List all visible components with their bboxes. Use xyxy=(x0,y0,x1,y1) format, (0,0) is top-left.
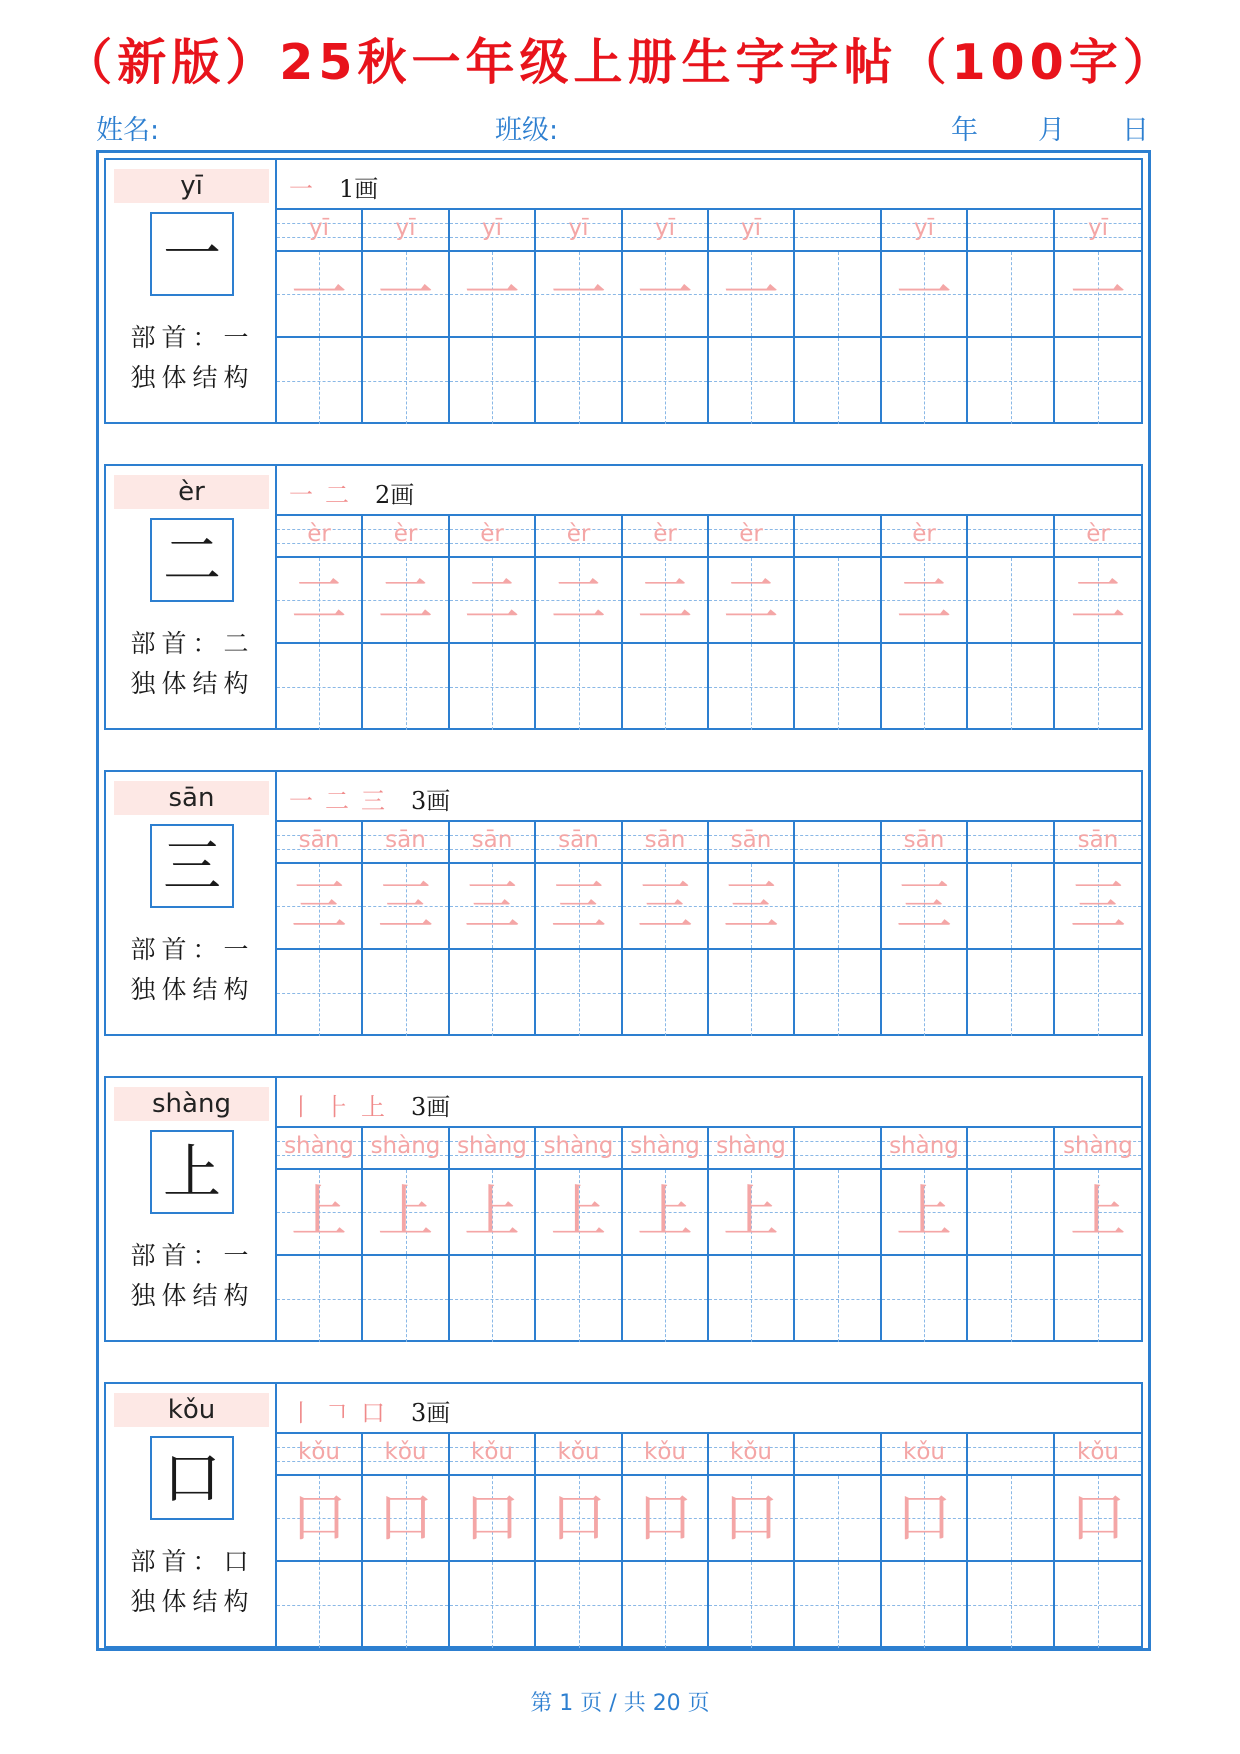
character-trace: 二 xyxy=(1070,568,1126,633)
blank-writing-cell[interactable] xyxy=(709,1562,795,1648)
month-label: 月 xyxy=(1038,115,1065,146)
trace-character-cell[interactable] xyxy=(536,558,623,644)
character-section xyxy=(104,770,1143,1036)
pinyin-trace: yī xyxy=(568,215,589,241)
blank-writing-cell[interactable] xyxy=(882,1562,968,1648)
blank-writing-cell[interactable] xyxy=(623,1256,709,1342)
blank-writing-cell[interactable] xyxy=(536,338,623,424)
pinyin-practice-cell[interactable] xyxy=(795,1434,882,1476)
blank-writing-cell[interactable] xyxy=(536,644,623,730)
pinyin-practice-cell[interactable] xyxy=(450,1128,536,1170)
character-trace: 二 xyxy=(464,568,520,633)
trace-character-cell[interactable] xyxy=(363,864,450,950)
stroke-step: 𠃍 xyxy=(325,1399,349,1427)
blank-writing-cell[interactable] xyxy=(882,644,968,730)
pinyin-trace: kǒu xyxy=(1077,1439,1119,1465)
stroke-step: 上 xyxy=(361,1093,385,1121)
pinyin-practice-cell[interactable] xyxy=(623,1434,709,1476)
character-info-panel xyxy=(104,1382,277,1648)
pinyin-practice-cell[interactable] xyxy=(968,1434,1055,1476)
blank-writing-cell[interactable] xyxy=(277,1256,363,1342)
pinyin-practice-cell[interactable] xyxy=(623,822,709,864)
pinyin-trace: yī xyxy=(308,215,329,241)
stroke-step: 二 xyxy=(325,787,349,815)
blank-writing-cell[interactable] xyxy=(1055,1256,1141,1342)
stroke-step: 一 xyxy=(289,481,313,509)
pinyin-trace: yī xyxy=(481,215,502,241)
pinyin-practice-cell[interactable] xyxy=(450,822,536,864)
pinyin-practice-cell[interactable] xyxy=(450,516,536,558)
character-info-panel xyxy=(104,464,277,730)
trace-character-cell[interactable] xyxy=(1055,1476,1141,1562)
blank-writing-cell[interactable] xyxy=(795,950,882,1036)
pinyin-practice-cell[interactable] xyxy=(1055,210,1141,252)
stroke-count: 3画 xyxy=(411,1093,451,1121)
pinyin-trace: shàng xyxy=(543,1133,614,1159)
trace-character-cell[interactable] xyxy=(623,864,709,950)
pinyin-practice-cell[interactable] xyxy=(882,210,968,252)
blank-writing-cell[interactable] xyxy=(623,950,709,1036)
pinyin-trace: yī xyxy=(1087,215,1108,241)
trace-character-cell[interactable] xyxy=(709,558,795,644)
character-trace: 三 xyxy=(1070,874,1126,939)
pinyin-trace: yī xyxy=(740,215,761,241)
pinyin-trace: èr xyxy=(307,521,331,547)
character-trace: 口 xyxy=(637,1486,693,1551)
character-trace: 一 xyxy=(291,262,347,327)
trace-character-cell[interactable] xyxy=(623,252,709,338)
blank-writing-cell[interactable] xyxy=(1055,338,1141,424)
blank-writing-cell[interactable] xyxy=(450,950,536,1036)
practice-grid-panel xyxy=(277,1382,1143,1648)
pinyin-practice-cell[interactable] xyxy=(277,210,363,252)
pinyin-practice-cell[interactable] xyxy=(709,516,795,558)
stroke-order-row xyxy=(277,1078,1141,1128)
character-trace: 三 xyxy=(377,874,434,939)
trace-character-cell[interactable] xyxy=(536,864,623,950)
trace-character-cell[interactable] xyxy=(1055,558,1141,644)
character-section xyxy=(104,464,1143,730)
pinyin-trace: yī xyxy=(395,215,416,241)
pinyin-practice-cell[interactable] xyxy=(968,1128,1055,1170)
trace-character-cell[interactable] xyxy=(709,252,795,338)
character-trace: 上 xyxy=(896,1180,952,1245)
year-label: 年 xyxy=(951,115,978,146)
character-section xyxy=(104,158,1143,424)
trace-character-cell[interactable] xyxy=(623,1476,709,1562)
stroke-order-row xyxy=(277,466,1141,516)
blank-writing-cell[interactable] xyxy=(795,338,882,424)
blank-writing-cell[interactable] xyxy=(882,338,968,424)
pinyin-practice-cell[interactable] xyxy=(882,516,968,558)
pinyin-practice-cell[interactable] xyxy=(1055,1128,1141,1170)
pinyin-trace: yī xyxy=(654,215,675,241)
character-trace: 上 xyxy=(377,1180,434,1245)
pinyin-practice-cell[interactable] xyxy=(536,1128,623,1170)
practice-grid-panel xyxy=(277,770,1143,1036)
trace-character-cell[interactable] xyxy=(709,1476,795,1562)
trace-character-cell[interactable] xyxy=(536,1170,623,1256)
pinyin-practice-cell[interactable] xyxy=(795,210,882,252)
character-trace: 上 xyxy=(1070,1180,1126,1245)
pinyin-trace: kǒu xyxy=(471,1439,513,1465)
pinyin-practice-cell[interactable] xyxy=(623,516,709,558)
practice-grid-panel xyxy=(277,1076,1143,1342)
trace-character-cell[interactable] xyxy=(968,1170,1055,1256)
model-character: 二 xyxy=(150,518,234,602)
pinyin-practice-cell[interactable] xyxy=(795,1128,882,1170)
pinyin-trace: kǒu xyxy=(298,1439,340,1465)
blank-writing-cell[interactable] xyxy=(277,950,363,1036)
character-trace: 三 xyxy=(723,874,779,939)
blank-writing-cell[interactable] xyxy=(536,950,623,1036)
character-info-panel xyxy=(104,770,277,1036)
trace-character-cell[interactable] xyxy=(795,864,882,950)
blank-writing-cell[interactable] xyxy=(968,950,1055,1036)
blank-writing-cell[interactable] xyxy=(709,644,795,730)
trace-character-cell[interactable] xyxy=(363,558,450,644)
blank-writing-cell[interactable] xyxy=(882,1256,968,1342)
pinyin-practice-cell[interactable] xyxy=(968,822,1055,864)
character-trace: 口 xyxy=(896,1486,952,1551)
blank-writing-cell[interactable] xyxy=(623,644,709,730)
pinyin-label: kǒu xyxy=(114,1393,269,1427)
structure-label: 独体结构 xyxy=(130,1281,255,1310)
trace-character-cell[interactable] xyxy=(450,864,536,950)
page-footer: 第 1 页 / 共 20 页 xyxy=(530,1691,710,1716)
character-trace: 二 xyxy=(291,568,347,633)
pinyin-practice-cell[interactable] xyxy=(709,210,795,252)
character-trace: 三 xyxy=(291,874,347,939)
pinyin-practice-cell[interactable] xyxy=(450,210,536,252)
blank-writing-cell[interactable] xyxy=(623,1562,709,1648)
pinyin-practice-cell[interactable] xyxy=(277,822,363,864)
blank-writing-cell[interactable] xyxy=(450,338,536,424)
trace-character-cell[interactable] xyxy=(882,1170,968,1256)
pinyin-label: èr xyxy=(114,475,269,509)
character-info-panel xyxy=(104,1076,277,1342)
stroke-count: 2画 xyxy=(375,481,415,509)
pinyin-practice-cell[interactable] xyxy=(1055,516,1141,558)
trace-character-cell[interactable] xyxy=(363,1476,450,1562)
blank-writing-cell[interactable] xyxy=(1055,950,1141,1036)
blank-writing-cell[interactable] xyxy=(1055,644,1141,730)
stroke-step: 口 xyxy=(361,1399,385,1427)
character-info-panel xyxy=(104,158,277,424)
trace-character-cell[interactable] xyxy=(277,1476,363,1562)
pinyin-trace: èr xyxy=(566,521,591,547)
trace-character-cell[interactable] xyxy=(968,864,1055,950)
trace-character-cell[interactable] xyxy=(277,1170,363,1256)
pinyin-practice-cell[interactable] xyxy=(536,516,623,558)
character-trace: 上 xyxy=(464,1180,520,1245)
character-trace: 口 xyxy=(291,1486,347,1551)
practice-grid-panel xyxy=(277,464,1143,730)
pinyin-trace: sān xyxy=(385,827,426,853)
pinyin-practice-cell[interactable] xyxy=(363,822,450,864)
blank-writing-cell[interactable] xyxy=(795,1562,882,1648)
pinyin-practice-cell[interactable] xyxy=(968,210,1055,252)
pinyin-trace: kǒu xyxy=(557,1439,600,1465)
blank-writing-cell[interactable] xyxy=(363,644,450,730)
stroke-step: 二 xyxy=(325,481,349,509)
trace-character-cell[interactable] xyxy=(450,1476,536,1562)
stroke-step: 三 xyxy=(361,787,385,815)
trace-character-cell[interactable] xyxy=(1055,1170,1141,1256)
stroke-step: 丨 xyxy=(289,1399,313,1427)
pinyin-label: shàng xyxy=(114,1087,269,1121)
day-label: 日 xyxy=(1122,115,1149,146)
pinyin-practice-cell[interactable] xyxy=(277,1434,363,1476)
character-trace: 一 xyxy=(464,262,520,327)
pinyin-trace: kǒu xyxy=(730,1439,772,1465)
model-character: 上 xyxy=(150,1130,234,1214)
trace-character-cell[interactable] xyxy=(536,252,623,338)
class-label: 班级: xyxy=(495,115,559,146)
stroke-step: 丨 xyxy=(289,1093,313,1121)
character-trace: 三 xyxy=(896,874,952,939)
pinyin-trace: èr xyxy=(912,521,936,547)
pinyin-practice-cell[interactable] xyxy=(709,822,795,864)
pinyin-practice-cell[interactable] xyxy=(363,210,450,252)
blank-writing-cell[interactable] xyxy=(1055,1562,1141,1648)
trace-character-cell[interactable] xyxy=(968,558,1055,644)
character-trace: 上 xyxy=(723,1180,779,1245)
pinyin-trace: sān xyxy=(730,827,772,853)
trace-character-cell[interactable] xyxy=(277,558,363,644)
pinyin-trace: yī xyxy=(913,215,934,241)
character-trace: 三 xyxy=(550,874,607,939)
character-trace: 一 xyxy=(896,262,952,327)
pinyin-trace: sān xyxy=(903,827,945,853)
pinyin-practice-cell[interactable] xyxy=(536,210,623,252)
character-trace: 二 xyxy=(637,568,693,633)
radical-label: 部首：一 xyxy=(130,323,255,352)
character-trace: 二 xyxy=(896,568,952,633)
pinyin-trace: shàng xyxy=(284,1133,354,1159)
blank-writing-cell[interactable] xyxy=(363,338,450,424)
stroke-count: 1画 xyxy=(339,175,379,203)
blank-writing-cell[interactable] xyxy=(363,1562,450,1648)
trace-character-cell[interactable] xyxy=(363,252,450,338)
trace-character-cell[interactable] xyxy=(623,1170,709,1256)
pinyin-label: yī xyxy=(114,169,269,203)
blank-writing-cell[interactable] xyxy=(882,950,968,1036)
model-character: 一 xyxy=(150,212,234,296)
trace-character-cell[interactable] xyxy=(882,1476,968,1562)
pinyin-practice-cell[interactable] xyxy=(363,1128,450,1170)
character-trace: 上 xyxy=(291,1180,347,1245)
pinyin-trace: èr xyxy=(739,521,763,547)
trace-character-cell[interactable] xyxy=(709,864,795,950)
pinyin-trace: èr xyxy=(1086,521,1110,547)
pinyin-practice-cell[interactable] xyxy=(882,1434,968,1476)
blank-writing-cell[interactable] xyxy=(363,950,450,1036)
trace-character-cell[interactable] xyxy=(709,1170,795,1256)
pinyin-practice-cell[interactable] xyxy=(363,1434,450,1476)
pinyin-practice-cell[interactable] xyxy=(795,516,882,558)
character-trace: 口 xyxy=(377,1486,434,1551)
trace-character-cell[interactable] xyxy=(882,558,968,644)
trace-character-cell[interactable] xyxy=(795,558,882,644)
character-trace: 三 xyxy=(637,874,693,939)
model-character: 口 xyxy=(150,1436,234,1520)
character-trace: 上 xyxy=(550,1180,607,1245)
pinyin-practice-cell[interactable] xyxy=(709,1434,795,1476)
pinyin-practice-cell[interactable] xyxy=(536,822,623,864)
character-section xyxy=(104,1076,1143,1342)
blank-writing-cell[interactable] xyxy=(363,1256,450,1342)
stroke-order-row xyxy=(277,160,1141,210)
trace-character-cell[interactable] xyxy=(1055,252,1141,338)
blank-writing-cell[interactable] xyxy=(450,1256,536,1342)
pinyin-trace: shàng xyxy=(457,1133,527,1159)
trace-character-cell[interactable] xyxy=(795,1476,882,1562)
pinyin-trace: èr xyxy=(480,521,504,547)
radical-label: 部首：一 xyxy=(130,935,255,964)
blank-writing-cell[interactable] xyxy=(968,1256,1055,1342)
radical-label: 部首：二 xyxy=(130,629,255,658)
blank-writing-cell[interactable] xyxy=(450,644,536,730)
blank-writing-cell[interactable] xyxy=(968,338,1055,424)
model-character: 三 xyxy=(150,824,234,908)
blank-writing-cell[interactable] xyxy=(277,338,363,424)
stroke-step: 一 xyxy=(289,175,313,203)
pinyin-trace: shàng xyxy=(630,1133,700,1159)
radical-label: 部首：一 xyxy=(130,1241,255,1270)
character-section xyxy=(104,1382,1143,1648)
blank-writing-cell[interactable] xyxy=(709,950,795,1036)
pinyin-practice-cell[interactable] xyxy=(1055,1434,1141,1476)
name-label: 姓名: xyxy=(96,115,160,146)
blank-writing-cell[interactable] xyxy=(795,644,882,730)
pinyin-trace: sān xyxy=(471,827,513,853)
trace-character-cell[interactable] xyxy=(882,864,968,950)
pinyin-trace: kǒu xyxy=(384,1439,427,1465)
character-trace: 口 xyxy=(464,1486,520,1551)
blank-writing-cell[interactable] xyxy=(968,1562,1055,1648)
pinyin-label: sān xyxy=(114,781,269,815)
trace-character-cell[interactable] xyxy=(450,1170,536,1256)
stroke-step: ⺊ xyxy=(325,1093,349,1121)
trace-character-cell[interactable] xyxy=(882,252,968,338)
character-trace: 二 xyxy=(550,568,607,633)
trace-character-cell[interactable] xyxy=(968,1476,1055,1562)
page-title: （新版）25秋一年级上册生字字帖（100字） xyxy=(63,34,1177,91)
trace-character-cell[interactable] xyxy=(536,1476,623,1562)
radical-label: 部首：口 xyxy=(130,1547,255,1576)
character-trace: 二 xyxy=(723,568,779,633)
structure-label: 独体结构 xyxy=(130,363,255,392)
structure-label: 独体结构 xyxy=(130,669,255,698)
pinyin-practice-cell[interactable] xyxy=(536,1434,623,1476)
character-trace: 一 xyxy=(550,262,607,327)
pinyin-trace: sān xyxy=(644,827,686,853)
character-trace: 口 xyxy=(723,1486,779,1551)
blank-writing-cell[interactable] xyxy=(277,644,363,730)
character-trace: 口 xyxy=(1070,1486,1126,1551)
character-trace: 二 xyxy=(377,568,434,633)
blank-writing-cell[interactable] xyxy=(536,1562,623,1648)
blank-writing-cell[interactable] xyxy=(536,1256,623,1342)
structure-label: 独体结构 xyxy=(130,1587,255,1616)
pinyin-trace: shàng xyxy=(1063,1133,1133,1159)
pinyin-practice-cell[interactable] xyxy=(882,1128,968,1170)
blank-writing-cell[interactable] xyxy=(795,1256,882,1342)
trace-character-cell[interactable] xyxy=(795,252,882,338)
practice-grid-panel xyxy=(277,158,1143,424)
trace-character-cell[interactable] xyxy=(277,864,363,950)
trace-character-cell[interactable] xyxy=(1055,864,1141,950)
pinyin-trace: kǒu xyxy=(903,1439,945,1465)
pinyin-practice-cell[interactable] xyxy=(277,516,363,558)
character-trace: 一 xyxy=(377,262,434,327)
blank-writing-cell[interactable] xyxy=(623,338,709,424)
structure-label: 独体结构 xyxy=(130,975,255,1004)
character-trace: 三 xyxy=(464,874,520,939)
blank-writing-cell[interactable] xyxy=(277,1562,363,1648)
blank-writing-cell[interactable] xyxy=(450,1562,536,1648)
pinyin-trace: èr xyxy=(393,521,418,547)
pinyin-practice-cell[interactable] xyxy=(795,822,882,864)
pinyin-practice-cell[interactable] xyxy=(450,1434,536,1476)
character-trace: 一 xyxy=(637,262,693,327)
pinyin-trace: sān xyxy=(558,827,599,853)
pinyin-practice-cell[interactable] xyxy=(363,516,450,558)
pinyin-trace: shàng xyxy=(716,1133,786,1159)
blank-writing-cell[interactable] xyxy=(709,338,795,424)
stroke-order-row xyxy=(277,772,1141,822)
character-trace: 口 xyxy=(550,1486,607,1551)
pinyin-trace: kǒu xyxy=(644,1439,686,1465)
trace-character-cell[interactable] xyxy=(363,1170,450,1256)
trace-character-cell[interactable] xyxy=(277,252,363,338)
blank-writing-cell[interactable] xyxy=(968,644,1055,730)
character-trace: 一 xyxy=(723,262,779,327)
pinyin-practice-cell[interactable] xyxy=(277,1128,363,1170)
stroke-count: 3画 xyxy=(411,1399,451,1427)
trace-character-cell[interactable] xyxy=(450,558,536,644)
pinyin-trace: sān xyxy=(1077,827,1119,853)
stroke-step: 一 xyxy=(289,787,313,815)
character-trace: 上 xyxy=(637,1180,693,1245)
pinyin-trace: shàng xyxy=(370,1133,441,1159)
trace-character-cell[interactable] xyxy=(968,252,1055,338)
blank-writing-cell[interactable] xyxy=(709,1256,795,1342)
trace-character-cell[interactable] xyxy=(450,252,536,338)
pinyin-trace: sān xyxy=(298,827,340,853)
pinyin-practice-cell[interactable] xyxy=(709,1128,795,1170)
pinyin-trace: shàng xyxy=(889,1133,959,1159)
pinyin-practice-cell[interactable] xyxy=(623,1128,709,1170)
character-trace: 一 xyxy=(1070,262,1126,327)
stroke-count: 3画 xyxy=(411,787,451,815)
pinyin-trace: èr xyxy=(653,521,677,547)
pinyin-practice-cell[interactable] xyxy=(1055,822,1141,864)
trace-character-cell[interactable] xyxy=(623,558,709,644)
pinyin-practice-cell[interactable] xyxy=(623,210,709,252)
stroke-order-row xyxy=(277,1384,1141,1434)
pinyin-practice-cell[interactable] xyxy=(968,516,1055,558)
trace-character-cell[interactable] xyxy=(795,1170,882,1256)
pinyin-practice-cell[interactable] xyxy=(882,822,968,864)
